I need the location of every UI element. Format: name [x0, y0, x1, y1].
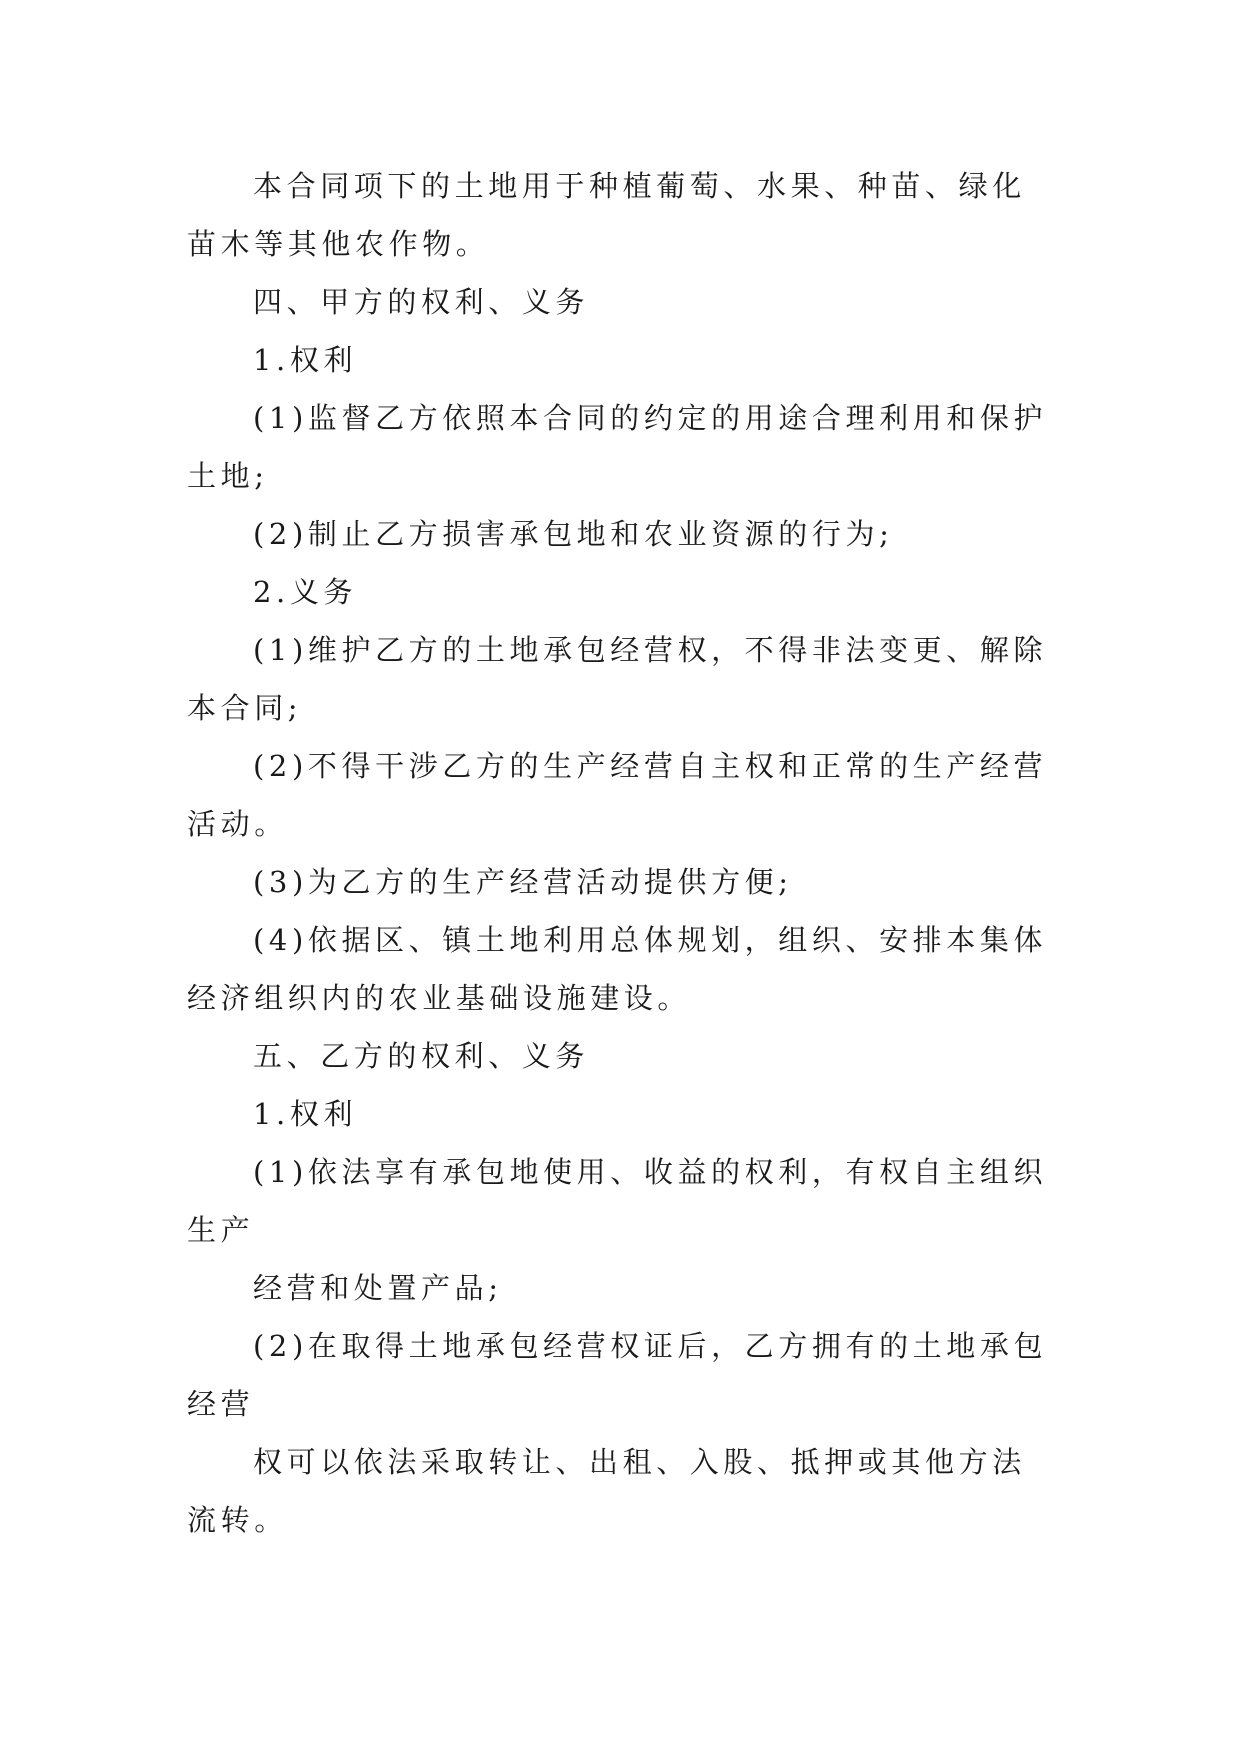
list-item: (3)为乙方的生产经营活动提供方便; — [253, 865, 793, 899]
list-item: (4)依据区、镇土地利用总体规划，组织、安排本集体经济组织内的农业基础设施建设。 — [187, 923, 1048, 1015]
list-item: (2)在取得土地承包经营权证后，乙方拥有的土地承包经营 — [187, 1329, 1048, 1421]
subheading-rights: 1.权利 — [253, 343, 358, 377]
section-heading-party-b: 五、乙方的权利、义务 — [253, 1039, 590, 1073]
list-item: (2)不得干涉乙方的生产经营自主权和正常的生产经营活动。 — [187, 749, 1048, 841]
list-item: (1)监督乙方依照本合同的约定的用途合理利用和保护土地; — [187, 401, 1048, 493]
section-heading-party-a: 四、甲方的权利、义务 — [253, 285, 590, 319]
document-body — [187, 157, 1057, 1549]
subheading-obligations: 2.义务 — [253, 575, 358, 609]
list-item: (1)依法享有承包地使用、收益的权利，有权自主组织生产 — [187, 1155, 1048, 1247]
list-item: (1)维护乙方的土地承包经营权，不得非法变更、解除本合同; — [187, 633, 1048, 725]
paragraph-land-use: 本合同项下的土地用于种植葡萄、水果、种苗、绿化苗木等其他农作物。 — [187, 169, 1026, 261]
list-item-continuation: 经营和处置产品; — [253, 1271, 503, 1305]
list-item: (2)制止乙方损害承包地和农业资源的行为; — [253, 517, 894, 551]
list-item-continuation: 权可以依法采取转让、出租、入股、抵押或其他方法流转。 — [187, 1445, 1026, 1537]
subheading-rights: 1.权利 — [253, 1097, 358, 1131]
